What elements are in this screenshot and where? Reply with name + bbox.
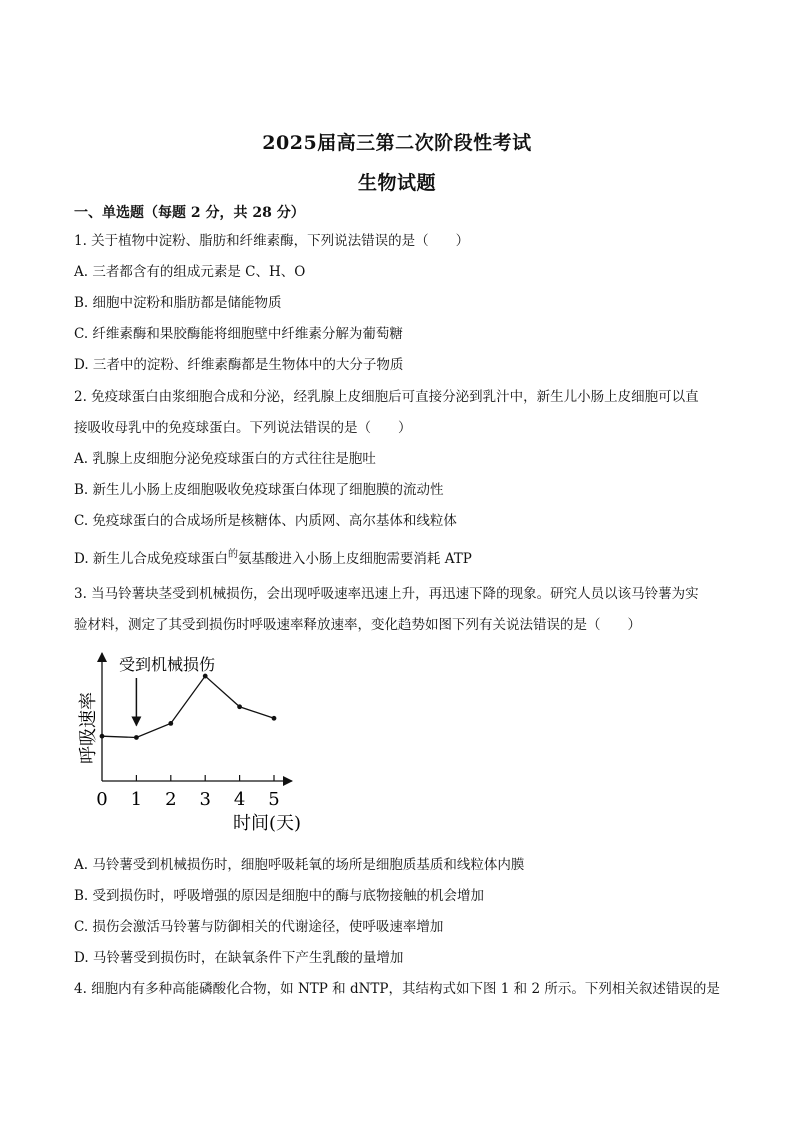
exam-subtitle: 生物试题 [357, 172, 436, 194]
question-1-option-b[interactable]: B. 细胞中淀粉和脂肪都是储能物质 [74, 295, 282, 311]
injury-annotation: 受到机械损伤 [119, 655, 216, 674]
question-1-option-a[interactable]: A. 三者都含有的组成元素是 C、H、O [74, 264, 306, 280]
question-2-option-b[interactable]: B. 新生儿小肠上皮细胞吸收免疫球蛋白体现了细胞膜的流动性 [74, 482, 444, 498]
option-d-text-1: D. 新生儿合成免疫球蛋白 [74, 551, 228, 567]
question-3-option-d[interactable]: D. 马铃薯受到损伤时，在缺氧条件下产生乳酸的量增加 [74, 950, 404, 966]
question-3-option-c[interactable]: C. 损伤会激活马铃薯与防御相关的代谢途径，使呼吸速率增加 [74, 919, 444, 935]
data-point-4 [237, 704, 242, 709]
question-2-stem-line2: 接吸收母乳中的免疫球蛋白。下列说法错误的是（ ） [74, 420, 412, 436]
question-2-option-c[interactable]: C. 免疫球蛋白的合成场所是核糖体、内质网、高尔基体和线粒体 [74, 513, 457, 529]
question-2-stem-line1: 2. 免疫球蛋白由浆细胞合成和分泌，经乳腺上皮细胞后可直接分泌到乳汁中，新生儿小肠上皮细胞可以直 [74, 389, 699, 405]
x-tick-label-0: 0 [96, 789, 108, 810]
x-tick-label-4: 4 [233, 789, 246, 810]
question-3-option-a[interactable]: A. 马铃薯受到机械损伤时，细胞呼吸耗氧的场所是细胞质基质和线粒体内膜 [74, 857, 525, 873]
question-2-option-a[interactable]: A. 乳腺上皮细胞分泌免疫球蛋白的方式往往是胞吐 [74, 451, 376, 467]
option-d-superscript: 的 [227, 549, 238, 560]
section-heading: 一、单选题（每题 2 分，共 28 分） [74, 205, 305, 221]
data-point-5 [272, 716, 277, 721]
option-d-text-2: 氨基酸进入小肠上皮细胞需要消耗 ATP [237, 551, 472, 567]
data-point-3 [203, 674, 208, 679]
question-1-option-c[interactable]: C. 纤维素酶和果胶酶能将细胞壁中纤维素分解为葡萄糖 [74, 326, 403, 342]
question-3-option-b[interactable]: B. 受到损伤时，呼吸增强的原因是细胞中的酶与底物接触的机会增加 [74, 888, 485, 904]
data-point-1 [134, 735, 139, 740]
question-1-option-d[interactable]: D. 三者中的淀粉、纤维素酶都是生物体中的大分子物质 [74, 357, 404, 373]
data-point-0 [100, 734, 105, 739]
x-tick-label-3: 3 [199, 789, 211, 810]
question-1-stem: 1. 关于植物中淀粉、脂肪和纤维素酶，下列说法错误的是（ ） [74, 233, 470, 249]
x-tick-label-5: 5 [268, 789, 280, 810]
data-point-2 [168, 721, 173, 726]
question-3-stem-line2: 验材料，测定了其受到损伤时呼吸速率释放速率，变化趋势如图下列有关说法错误的是（ ） [74, 617, 641, 633]
y-axis-label: 呼吸速率 [78, 692, 99, 764]
question-3-stem-line1: 3. 当马铃薯块茎受到机械损伤，会出现呼吸速率迅速上升，再迅速下降的现象。研究人员以该马铃薯为实 [74, 586, 699, 602]
x-tick-label-1: 1 [130, 789, 143, 810]
x-axis-label: 时间(天) [232, 813, 302, 834]
respiration-rate-chart [74, 648, 324, 838]
series-line [102, 676, 274, 737]
exam-title: 2025届高三第二次阶段性考试 [262, 132, 532, 154]
question-4-stem-line1: 4. 细胞内有多种高能磷酸化合物，如 NTP 和 dNTP，其结构式如下图 1 和 2 所示。下列相关叙述错误的是 [74, 981, 720, 997]
x-tick-label-2: 2 [165, 789, 177, 810]
question-2-option-d[interactable] [74, 550, 472, 570]
